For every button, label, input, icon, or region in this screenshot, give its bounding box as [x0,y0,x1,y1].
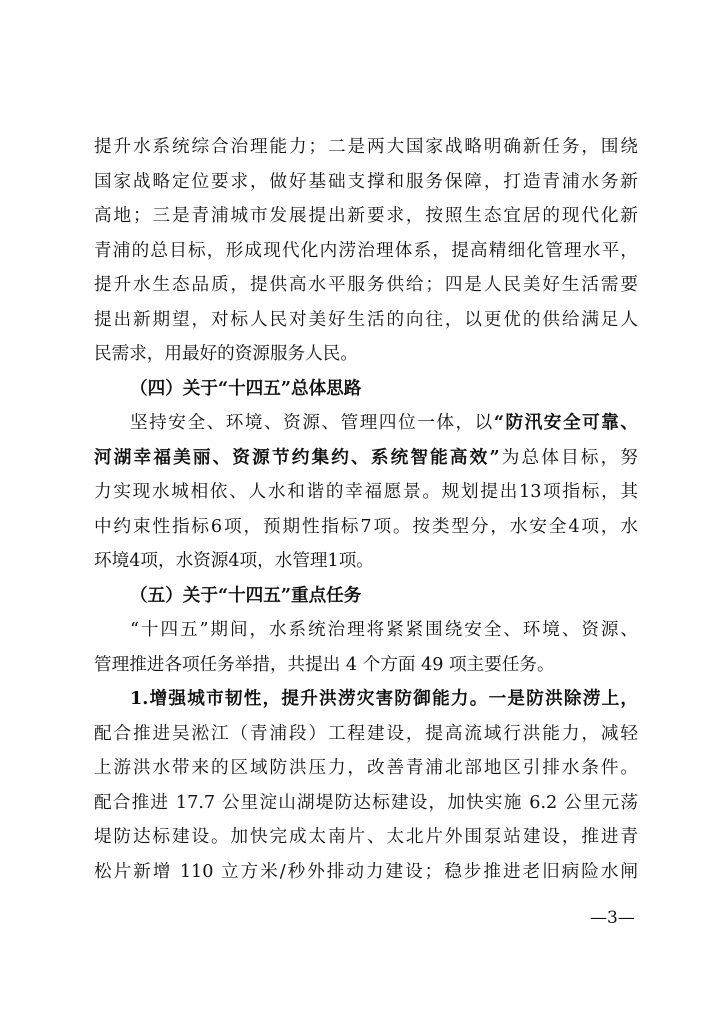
text-segment: 松片新增 110 立方米/秒外排动力建设；稳步推进老旧病险水闸 [94,861,638,882]
text-segment: 上游洪水带来的区域防洪压力，改善青浦北部地区引排水条件。 [94,758,638,778]
text-line [94,613,638,648]
text-segment: 配合推进 17.7 公里淀山湖堤防达标建设，加快实施 6.2 公里元荡 [94,792,638,813]
text-segment: 管理推进各项任务举措，共提出 4 个方面 49 项主要任务。 [94,654,555,675]
text-line [94,372,638,407]
text-line [94,475,638,510]
document-body [94,130,638,889]
text-segment: 青浦的总目标，形成现代化内涝治理体系，提高精细化管理水平， [94,240,638,261]
bold-text-segment: “防汛安全可靠、 [493,412,638,433]
text-line [94,544,638,579]
bold-text-segment: （五）关于“十四五”重点任务 [130,584,362,606]
text-segment: 国家战略定位要求，做好基础支撑和服务保障，打造青浦水务新 [94,171,638,192]
text-line [94,268,638,303]
text-segment: 坚持安全、环境、资源、管理四位一体，以 [130,413,494,433]
text-line [94,234,638,269]
text-line [94,165,638,200]
text-segment: 提升水生态品质，提供高水平服务供给；四是人民美好生活需要 [94,275,638,295]
text-line [94,682,638,717]
text-segment: 民需求，用最好的资源服务人民。 [94,344,358,364]
text-line [94,406,638,441]
text-line [94,786,638,821]
bold-text-segment: 1.增强城市韧性，提升洪涝灾害防御能力。一是防洪除涝上， [130,688,638,709]
text-segment: 环境4项，水资源4项，水管理1项。 [94,551,374,571]
text-segment: 提升水系统综合治理能力；二是两大国家战略明确新任务，围绕 [94,137,638,157]
text-line [94,820,638,855]
bold-text-segment: （四）关于“十四五”总体思路 [130,377,362,399]
text-segment: “十四五”期间，水系统治理将紧紧围绕安全、环境、资源、 [130,620,638,640]
text-line [94,303,638,338]
text-line [94,510,638,545]
text-segment: 中约束性指标6项，预期性指标7项。按类型分，水安全4项，水 [94,516,638,537]
text-line [94,579,638,614]
text-line [94,130,638,165]
text-segment: 高地；三是青浦城市发展提出新要求，按照生态宜居的现代化新 [94,206,638,226]
text-segment: 提出新期望，对标人民对美好生活的向往，以更优的供给满足人 [94,309,638,330]
text-segment: 为总体目标，努 [499,447,638,468]
text-line [94,337,638,372]
text-line [94,751,638,786]
text-line [94,199,638,234]
text-line [94,717,638,752]
text-segment: 力实现水城相依、人水和谐的幸福愿景。规划提出13项指标，其 [94,482,638,502]
text-line [94,648,638,683]
text-line [94,441,638,476]
text-line [94,855,638,890]
text-segment: 配合推进吴淞江（青浦段）工程建设，提高流域行洪能力，减轻 [94,723,638,744]
bold-text-segment: 河湖幸福美丽、资源节约集约、系统智能高效” [94,446,500,468]
page-number: —3— [590,908,635,928]
text-segment: 堤防达标建设。加快完成太南片、太北片外围泵站建设，推进青 [94,827,638,847]
